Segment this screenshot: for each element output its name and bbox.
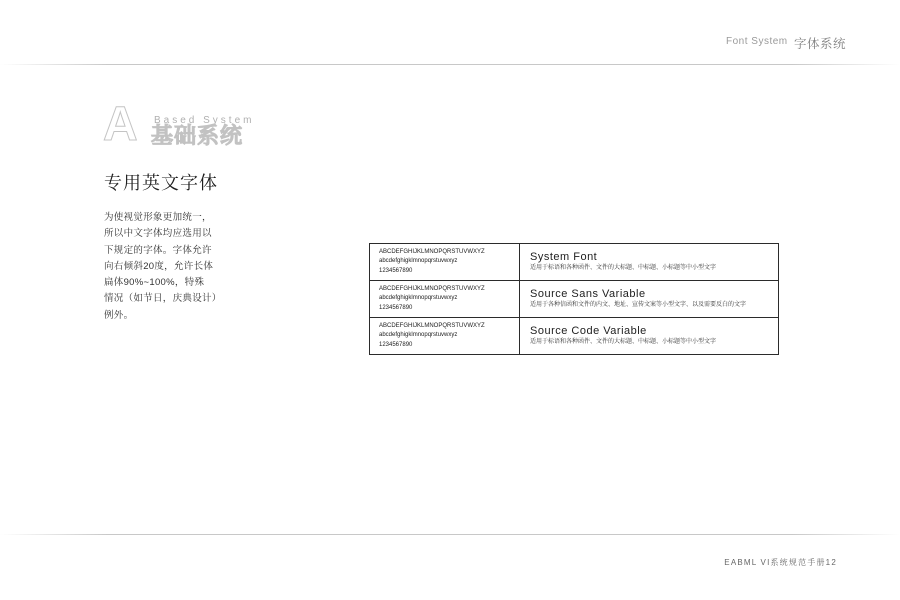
table-row: [370, 281, 779, 318]
font-spec-table: [369, 243, 779, 355]
font-sample-cell: [370, 244, 520, 281]
sample-digits: 1234567890: [379, 267, 413, 274]
sample-digits: 1234567890: [379, 341, 413, 348]
font-name: System Font: [530, 251, 598, 263]
sample-lowercase: abcdefghigklmnopqrstuvwxyz: [379, 295, 458, 302]
bottom-divider: [0, 534, 900, 535]
sample-lowercase: abcdefghigklmnopqrstuvwxyz: [379, 258, 458, 265]
section-subtitle-en: Based System: [154, 115, 255, 126]
sample-uppercase: ABCDEFGHIJKLMNOPQRSTUVWXYZ: [379, 322, 485, 329]
sample-lowercase: abcdefghigklmnopqrstuvwxyz: [379, 332, 458, 339]
sample-uppercase: ABCDEFGHIJKLMNOPQRSTUVWXYZ: [379, 248, 485, 255]
section-subtitle-cn: 基础系统: [151, 123, 244, 148]
section-letter: A: [103, 98, 138, 151]
header-title-en: Font System: [726, 36, 788, 47]
intro-line: 向右倾斜20度，允许长体: [104, 260, 214, 272]
font-sample-cell: [370, 318, 520, 355]
header-title-cn: 字体系统: [794, 37, 847, 51]
intro-line: 情况（如节日，庆典设计）: [104, 293, 222, 305]
font-description: 适用于各种信函和文件的内文、地址、宣传文案等小型文字、以及需要反白的文字: [530, 302, 747, 308]
intro-line: 下规定的字体。字体允许: [104, 244, 212, 256]
page-footer: EABML VI系统规范手册12: [724, 558, 837, 567]
intro-paragraph: [104, 210, 228, 324]
top-divider: [0, 64, 900, 65]
intro-line: 例外。: [104, 309, 134, 321]
intro-line: 扁体90%~100%，特殊: [104, 277, 205, 289]
font-description: 适用于标语和各种函件、文件的大标题、中标题、小标题等中小型文字: [530, 339, 717, 345]
table-row: [370, 318, 779, 355]
font-name: Source Code Variable: [530, 325, 647, 337]
sample-digits: 1234567890: [379, 304, 413, 311]
font-name: Source Sans Variable: [530, 288, 646, 300]
font-info-cell: [520, 244, 779, 281]
font-sample-cell: [370, 281, 520, 318]
font-info-cell: [520, 318, 779, 355]
intro-line: 为使视觉形象更加统一，: [104, 212, 212, 223]
sample-uppercase: ABCDEFGHIJKLMNOPQRSTUVWXYZ: [379, 285, 485, 292]
font-description: 适用于标语和各种函件、文件的大标题、中标题、小标题等中小型文字: [530, 265, 717, 271]
intro-line: 所以中文字体均应选用以: [104, 228, 212, 240]
section-title: 专用英文字体: [104, 173, 218, 193]
font-info-cell: [520, 281, 779, 318]
table-row: [370, 244, 779, 281]
